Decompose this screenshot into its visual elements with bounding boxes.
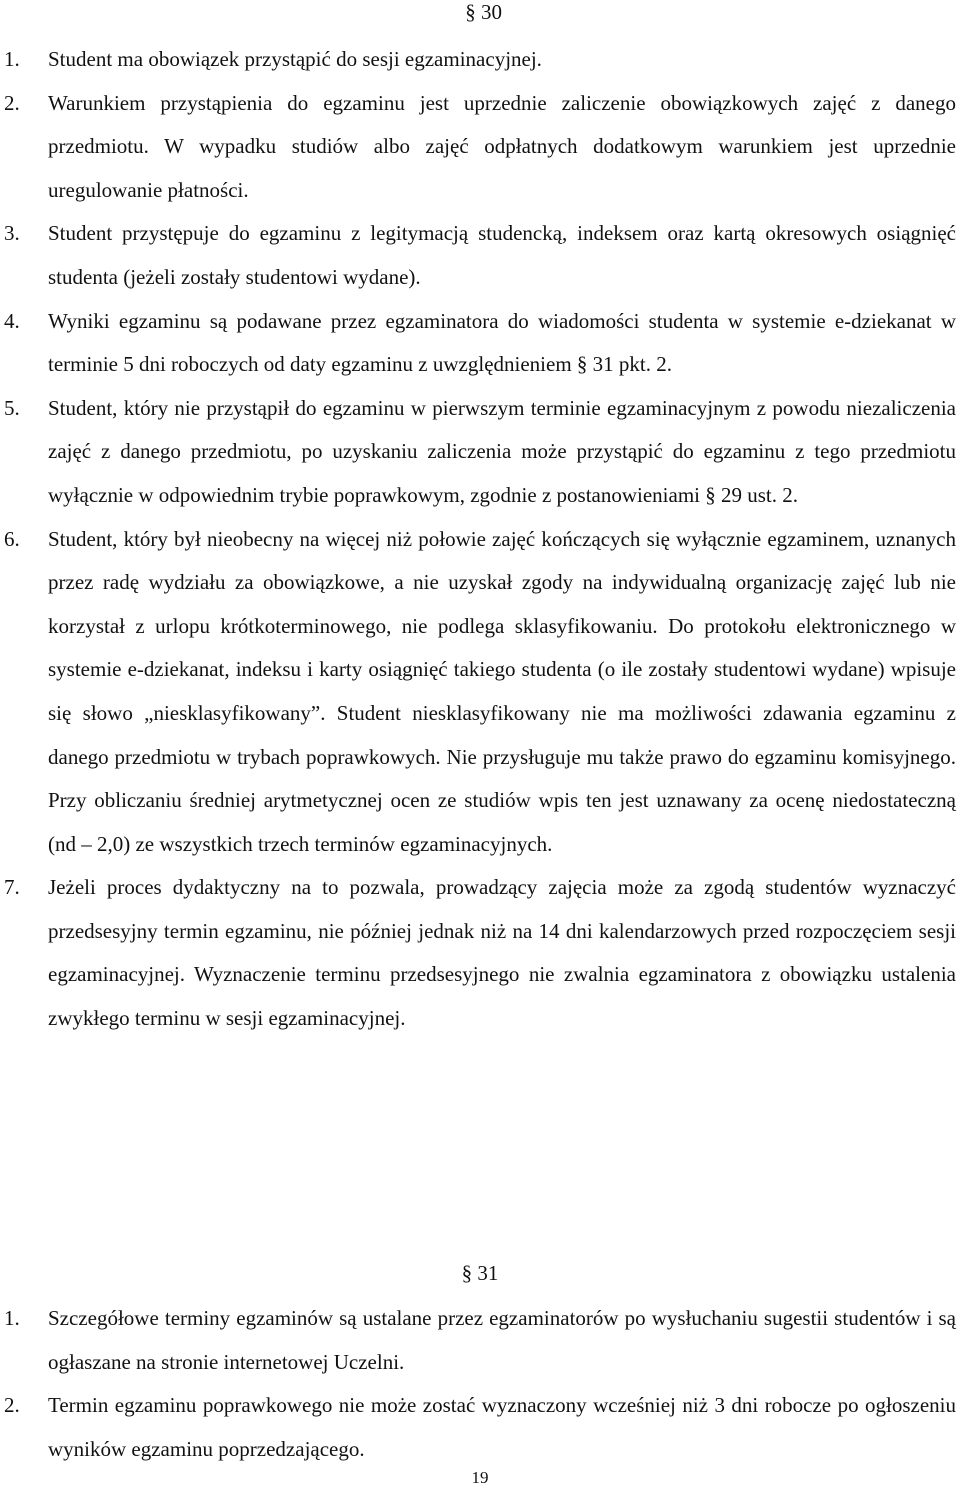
item-text: Szczegółowe terminy egzaminów są ustalane przez egzaminatorów po wysłuchaniu sugestii studentów i są ogłaszane na stronie internetowej Uczelni. <box>48 1306 956 1374</box>
page-footer <box>0 1468 960 1488</box>
page-number: 19 <box>471 1468 489 1487</box>
item-text: Student ma obowiązek przystąpić do sesji egzaminacyjnej. <box>48 47 542 71</box>
item-text: Termin egzaminu poprawkowego nie może zostać wyznaczony wcześniej niż 3 dni robocze po ogłoszeniu wyników egzaminu poprzedzającego. <box>48 1393 956 1461</box>
item-number: 5. <box>4 395 20 420</box>
item-number: 2. <box>4 1393 20 1418</box>
item-text: Wyniki egzaminu są podawane przez egzaminatora do wiadomości studenta w systemie e-dziekanat w terminie 5 dni roboczych od daty egzaminu z uwzględnieniem § 31 pkt. 2. <box>48 308 956 377</box>
section-30-list <box>0 38 960 1041</box>
list-item <box>0 1384 960 1471</box>
list-item <box>0 387 960 518</box>
item-text: Student przystępuje do egzaminu z legitymacją studencką, indeksem oraz kartą okresowych osiągnięć studenta (jeżeli zostały studentowi wydane). <box>48 221 956 289</box>
section-heading-text: § 31 <box>461 1261 499 1285</box>
list-item <box>0 518 960 867</box>
section-heading-31 <box>0 1258 960 1288</box>
item-text: Student, który nie przystąpił do egzaminu w pierwszym terminie egzaminacyjnym z powodu niezaliczenia zajęć z danego przedmiotu, po uzyskaniu zaliczenia może przystąpić do egzaminu z tego przedmiotu wyłącznie w odpowiednim trybie poprawkowym, zgodnie z postanowieniami § 29 ust. 2. <box>48 395 956 507</box>
section-heading-text: § 30 <box>465 0 502 24</box>
item-text: Warunkiem przystąpienia do egzaminu jest uprzednie zaliczenie obowiązkowych zajęć z danego przedmiotu. W wypadku studiów albo zajęć odpłatnych dodatkowym warunkiem jest uprzednie uregulowanie płatności. <box>48 90 956 202</box>
list-item <box>0 212 960 299</box>
item-number: 2. <box>4 90 20 115</box>
item-text: Jeżeli proces dydaktyczny na to pozwala, prowadzący zajęcia może za zgodą studentów wyznaczyć przedsesyjny termin egzaminu, nie później jednak niż na 14 dni kalendarzowych przed rozpoczęciem sesji egzaminacyjnej. Wyznaczenie terminu przedsesyjnego nie zwalnia egzaminatora z obowiązku ustalenia zwykłego terminu w sesji egzaminacyjnej. <box>48 875 956 1031</box>
item-number: 1. <box>4 47 20 71</box>
item-number: 1. <box>4 1306 20 1330</box>
section-31-list <box>0 1297 960 1471</box>
item-text: Student, który był nieobecny na więcej niż połowie zajęć kończących się wyłącznie egzaminem, uznanych przez radę wydziału za obowiązkowe, a nie uzyskał zgody na indywidualną organizację zajęć lub nie korzystał z urlopu krótkoterminowego, nie podlega sklasyfikowaniu. Do protokołu elektronicznego w systemie e-dziekanat, indeksu i karty osiągnięć takiego studenta (o ile zostały studentowi wydane) wpisuje się słowo „niesklasyfikowany”. Student niesklasyfikowany nie ma możliwości zdawania egzaminu z danego przedmiotu w trybach poprawkowych. Nie przysługuje mu także prawo do egzaminu komisyjnego. Przy obliczaniu średniej arytmetycznej ocen ze studiów wpis ten jest uznawany za ocenę niedostateczną (nd – 2,0) ze wszystkich trzech terminów egzaminacyjnych. <box>48 526 956 856</box>
item-number: 4. <box>4 308 20 333</box>
item-number: 7. <box>4 875 20 900</box>
list-item <box>0 300 960 387</box>
item-number: 6. <box>4 526 20 551</box>
item-number: 3. <box>4 221 20 246</box>
section-heading-30 <box>465 0 502 27</box>
list-item <box>0 866 960 1040</box>
list-item <box>0 38 960 82</box>
list-item <box>0 82 960 213</box>
list-item <box>0 1297 960 1384</box>
